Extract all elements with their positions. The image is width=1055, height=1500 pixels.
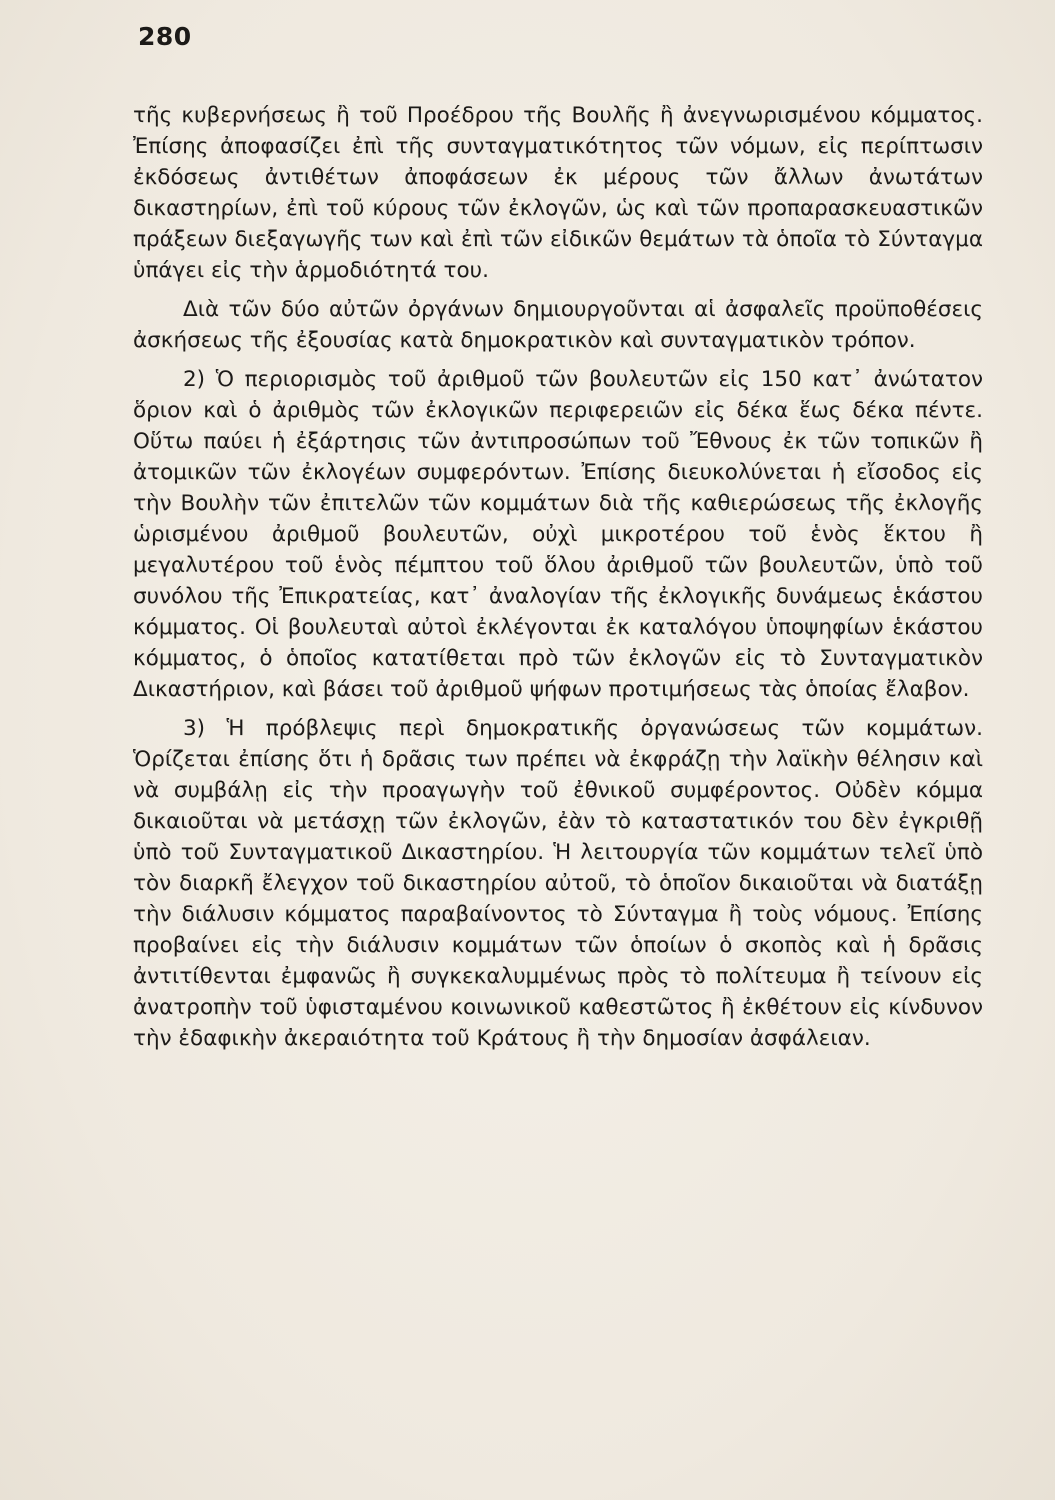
paragraph: 3) Ἡ πρόβλεψις περὶ δημοκρατικῆς ὀργανώσεως τῶν κομμάτων. Ὁρίζεται ἐπίσης ὅτι ἡ δρᾶσις των πρέπει νὰ ἐκφράζῃ τὴν λαϊκὴν θέλησιν καὶ νὰ συμβάλῃ εἰς τὴν προαγωγὴν τοῦ ἐθνικοῦ συμφέροντος. Οὐδὲν κόμμα δικαιοῦται νὰ μετάσχῃ τῶν ἐκλογῶν, ἐὰν τὸ καταστατικόν του δὲν ἐγκριθῇ ὑπὸ τοῦ Συνταγματικοῦ Δικαστηρίου. Ἡ λειτουργία τῶν κομμάτων τελεῖ ὑπὸ τὸν διαρκῆ ἔλεγχον τοῦ δικαστηρίου αὐτοῦ, τὸ ὁποῖον δικαιοῦται νὰ διατάξῃ τὴν διάλυσιν κόμματος παραβαίνοντος τὸ Σύνταγμα ἢ τοὺς νόμους. Ἐπίσης προβαίνει εἰς τὴν διάλυσιν κομμάτων τῶν ὁποίων ὁ σκοπὸς καὶ ἡ δρᾶσις ἀντιτίθενται ἐμφανῶς ἢ συγκεκαλυμμένως πρὸς τὸ πολίτευμα ἢ τείνουν εἰς ἀνατροπὴν τοῦ ὑφισταμένου κοινωνικοῦ καθεστῶτος ἢ ἐκθέτουν εἰς κίνδυνον τὴν ἐδαφικὴν ἀκεραιότητα τοῦ Κράτους ἢ τὴν δημοσίαν ἀσφάλειαν.	[133, 716, 983, 1051]
paragraph: 2) Ὁ περιορισμὸς τοῦ ἀριθμοῦ τῶν βουλευτῶν εἰς 150 κατ᾽ ἀνώτατον ὅριον καὶ ὁ ἀριθμὸς τῶν ἐκλογικῶν περιφερειῶν εἰς δέκα ἕως δέκα πέντε. Οὕτω παύει ἡ ἐξάρτησις τῶν ἀντιπροσώπων τοῦ Ἔθνους ἐκ τῶν τοπικῶν ἢ ἀτομικῶν τῶν ἐκλογέων συμφερόντων. Ἐπίσης διευκολύνεται ἡ εἴσοδος εἰς τὴν Βουλὴν τῶν ἐπιτελῶν τῶν κομμάτων διὰ τῆς καθιερώσεως τῆς ἐκλογῆς ὡρισμένου ἀριθμοῦ βουλευτῶν, οὐχὶ μικροτέρου τοῦ ἑνὸς ἕκτου ἢ μεγαλυτέρου τοῦ ἑνὸς πέμπτου τοῦ ὅλου ἀριθμοῦ τῶν βουλευτῶν, ὑπὸ τοῦ συνόλου τῆς Ἐπικρατείας, κατ᾽ ἀναλογίαν τῆς ἐκλογικῆς δυνάμεως ἑκάστου κόμματος. Οἱ βουλευταὶ αὐτοὶ ἐκλέγονται ἐκ καταλόγου ὑποψηφίων ἑκάστου κόμματος, ὁ ὁποῖος κατατίθεται πρὸ τῶν ἐκλογῶν εἰς τὸ Συνταγματικὸν Δικαστήριον, καὶ βάσει τοῦ ἀριθμοῦ ψήφων προτιμήσεως τὰς ὁποίας ἔλαβον.	[133, 367, 983, 702]
page-number: 280	[138, 22, 192, 51]
body-text	[133, 100, 983, 1062]
paragraph: τῆς κυβερνήσεως ἢ τοῦ Προέδρου τῆς Βουλῆς ἢ ἀνεγνωρισμένου κόμματος. Ἐπίσης ἀποφασίζει ἐπὶ τῆς συνταγματικότητος τῶν νόμων, εἰς περίπτωσιν ἐκδόσεως ἀντιθέτων ἀποφάσεων ἐκ μέρους τῶν ἄλλων ἀνωτάτων δικαστηρίων, ἐπὶ τοῦ κύρους τῶν ἐκλογῶν, ὡς καὶ τῶν προπαρασκευαστικῶν πράξεων διεξαγωγῆς των καὶ ἐπὶ τῶν εἰδικῶν θεμάτων τὰ ὁποῖα τὸ Σύνταγμα ὑπάγει εἰς τὴν ἁρμοδιότητά του.	[133, 103, 983, 283]
paragraph: Διὰ τῶν δύο αὐτῶν ὀργάνων δημιουργοῦνται αἱ ἀσφαλεῖς προϋποθέσεις ἀσκήσεως τῆς ἐξουσίας κατὰ δημοκρατικὸν καὶ συνταγματικὸν τρόπον.	[133, 297, 983, 353]
